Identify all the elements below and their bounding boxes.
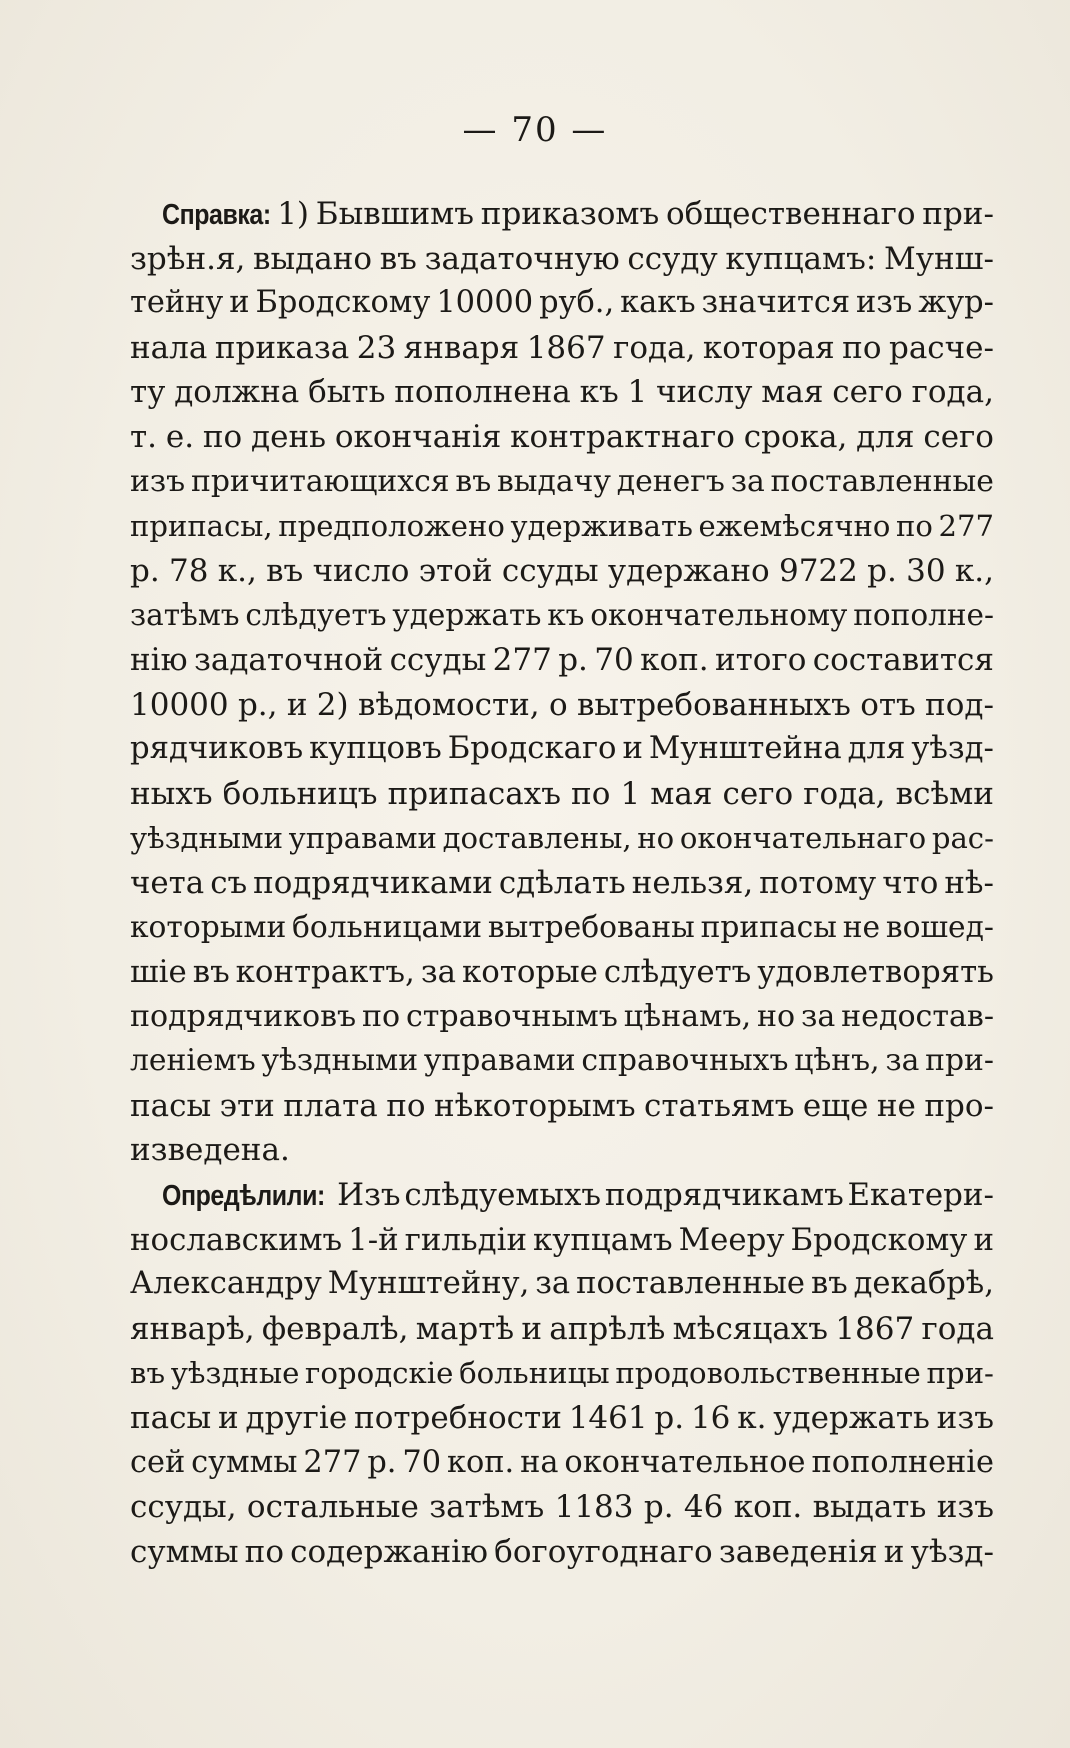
text-line: [130, 1128, 994, 1173]
word: приказа: [214, 329, 350, 366]
text-line: [130, 683, 994, 728]
word: сего: [923, 418, 994, 455]
word: суммы: [191, 1444, 298, 1480]
word: по: [896, 509, 933, 544]
word: денегъ: [616, 463, 725, 499]
word: и: [883, 1533, 905, 1570]
word: подрядчиками: [253, 864, 493, 901]
word: тейну: [130, 285, 224, 321]
word: по: [244, 1533, 284, 1570]
word: припасы,: [130, 509, 273, 544]
text-line: [130, 326, 994, 371]
text-line: [130, 1530, 994, 1575]
word: которыми: [130, 909, 287, 945]
word: предположено: [278, 509, 505, 544]
word: не: [842, 909, 881, 945]
word: 1461: [568, 1400, 648, 1437]
word: шіе: [130, 954, 187, 991]
word: за: [800, 998, 836, 1034]
text-line: [130, 192, 994, 237]
word: года,: [911, 374, 994, 411]
word: приказомъ: [480, 196, 660, 232]
word: подрядчикамъ: [604, 1177, 844, 1214]
word: пополне-: [853, 598, 994, 633]
word: мѣсяцахъ: [672, 1310, 828, 1347]
word: р.: [130, 552, 160, 589]
word: декабрѣ,: [853, 1266, 994, 1302]
word: поставленные: [770, 463, 994, 499]
word: года,: [803, 775, 886, 812]
word: чета: [130, 864, 205, 901]
word: остальные: [246, 1489, 419, 1526]
text-line: [130, 237, 994, 282]
word: ссуды: [389, 641, 487, 678]
word: сего: [722, 775, 794, 812]
text-line: [130, 415, 994, 460]
word: больницъ: [222, 775, 378, 812]
word: окончательнаго: [679, 821, 927, 856]
word: 1867: [526, 329, 606, 366]
word: 78: [168, 552, 209, 589]
text-line: [130, 1441, 994, 1486]
word: затѣмъ: [429, 1489, 545, 1526]
word: леніемъ: [130, 1043, 256, 1079]
word: мая: [650, 775, 713, 812]
word: удовлетворять: [757, 954, 994, 991]
word: Мунш-: [883, 240, 994, 277]
word: другіе: [245, 1400, 348, 1437]
word: р.: [558, 641, 588, 678]
word: припасахъ: [387, 775, 561, 812]
word: содержанію: [290, 1533, 489, 1570]
word: задаточную: [424, 240, 620, 277]
word: 70: [402, 1444, 442, 1480]
word: рас-: [931, 821, 994, 856]
word: при-: [922, 196, 994, 232]
page-number: — 70 —: [462, 110, 608, 150]
word: и: [286, 686, 308, 723]
word: къ: [579, 374, 619, 411]
word: числу: [656, 374, 753, 411]
word: въ: [130, 1356, 166, 1391]
text-line: [130, 772, 994, 817]
text-line: [130, 549, 994, 594]
word: жур-: [918, 285, 994, 321]
word: января: [403, 329, 520, 366]
word: должна: [174, 374, 300, 411]
word: 46: [683, 1489, 724, 1526]
word: ссуду: [627, 240, 718, 277]
word: и: [521, 1310, 542, 1347]
word: 9722: [778, 552, 858, 589]
word: потребности: [354, 1400, 562, 1437]
text-line: [130, 460, 994, 505]
word: ссуды: [501, 552, 599, 589]
text-line: [130, 861, 994, 906]
word: значится: [701, 285, 851, 321]
word: больницами: [292, 909, 483, 945]
word: вытребованы: [487, 909, 695, 945]
word: изъ: [856, 285, 913, 321]
word: е.: [165, 418, 195, 455]
word: задаточной: [193, 641, 384, 678]
word: к.,: [954, 552, 994, 589]
word: коп.: [640, 641, 709, 678]
word: недостав-: [841, 998, 994, 1034]
word: Бродскому: [255, 285, 431, 321]
word: мая: [761, 374, 824, 411]
word: больницы: [459, 1356, 610, 1391]
word: этой: [418, 552, 493, 589]
word: года: [921, 1310, 994, 1347]
word: поставленные: [576, 1266, 806, 1302]
word: изъ: [936, 1489, 994, 1526]
word: 70: [594, 641, 634, 678]
word: р.,: [237, 686, 278, 723]
word: по: [202, 418, 243, 455]
word: купцамъ: [533, 1221, 673, 1258]
word: стравочнымъ: [405, 998, 618, 1034]
word: изъ: [130, 463, 186, 499]
word: р.: [867, 552, 897, 589]
word: эти: [219, 1087, 275, 1124]
word: по: [361, 998, 401, 1034]
word: къ: [547, 598, 585, 633]
word: удерживать: [510, 509, 693, 544]
word: удержать: [773, 1400, 930, 1437]
word: за: [885, 1043, 920, 1079]
word: по: [386, 1087, 426, 1124]
word: потому: [759, 864, 877, 901]
text-line: [130, 1084, 994, 1129]
word: 1-й: [348, 1221, 399, 1258]
word: Мунштейна: [648, 731, 842, 767]
paragraph-lead: Справка:: [162, 199, 271, 231]
word: ныхъ: [130, 775, 213, 812]
word: въ: [810, 1266, 848, 1302]
word: за: [420, 954, 456, 991]
word: зрѣн.я,: [130, 240, 246, 277]
word: цѣнамъ,: [623, 998, 752, 1034]
word: окончанія: [334, 418, 502, 455]
word: 16: [690, 1400, 731, 1437]
word: выдано: [253, 240, 373, 277]
word: пасы: [130, 1087, 212, 1124]
word: нала: [130, 329, 208, 366]
word: коп.: [446, 1444, 515, 1480]
word: для: [856, 418, 915, 455]
text-line: [130, 1485, 994, 1530]
word: плата: [283, 1087, 378, 1124]
word: Бродскому: [790, 1221, 968, 1258]
text-line: [130, 816, 994, 861]
word: пополненіе: [811, 1444, 994, 1480]
word: сдѣлать: [498, 864, 626, 901]
word: т.: [130, 418, 158, 455]
word: общественнаго: [666, 196, 916, 232]
text-line: [130, 1307, 994, 1352]
word: по: [571, 775, 611, 812]
word: о: [548, 686, 568, 723]
word: Бродскаго: [447, 731, 617, 767]
word: 1: [620, 775, 641, 812]
word: уѣзд-: [911, 731, 994, 767]
word: и: [218, 1400, 239, 1437]
text-line: [130, 995, 994, 1040]
word: коп.: [733, 1489, 803, 1526]
word: удержать: [392, 598, 542, 633]
word: ежемѣсячно: [698, 509, 891, 544]
word: нѣкоторымъ: [433, 1087, 636, 1124]
word: еще: [802, 1087, 869, 1124]
word: вѣдомости,: [357, 686, 540, 723]
word: продовольственные: [615, 1356, 921, 1391]
word: удержано: [607, 552, 770, 589]
word: уѣзд-: [910, 1533, 994, 1570]
word: число: [312, 552, 410, 589]
word: быть: [308, 374, 386, 411]
word: 23: [356, 329, 397, 366]
word: 10000: [130, 686, 229, 723]
word: слѣдуетъ: [245, 598, 387, 633]
text-line: [130, 281, 994, 326]
word: 1: [627, 374, 648, 411]
word: р.: [367, 1444, 397, 1480]
text-line: [130, 370, 994, 415]
word: богоугоднаго: [494, 1533, 713, 1570]
word: затѣмъ: [130, 598, 240, 633]
word: и: [229, 285, 250, 321]
text-line: [130, 906, 994, 951]
word: цѣнъ,: [794, 1043, 880, 1079]
word: 277: [938, 509, 994, 544]
text-line: [130, 1351, 994, 1396]
word: выдать: [812, 1489, 927, 1526]
word: отъ: [860, 686, 916, 723]
word: уѣздными: [130, 821, 284, 856]
word: окончательное: [564, 1444, 806, 1480]
word: изведена.: [130, 1132, 290, 1169]
word: за: [535, 1266, 571, 1302]
word: но: [637, 821, 675, 856]
word: городскіе: [305, 1356, 454, 1391]
word: купцовъ: [309, 731, 442, 767]
word: 277: [492, 641, 552, 678]
word: управами: [423, 1043, 576, 1079]
word: уѣздные: [170, 1356, 300, 1391]
text-line: [130, 593, 994, 638]
word: всѣми: [895, 775, 994, 812]
word: справочныхъ: [581, 1043, 789, 1079]
word: 30: [906, 552, 946, 589]
word: выдачу: [496, 463, 611, 499]
word: но: [757, 998, 796, 1034]
word: съ: [210, 864, 248, 901]
word: статьямъ: [644, 1087, 795, 1124]
word: въ: [192, 954, 230, 991]
word: 10000: [436, 285, 534, 321]
word: февралѣ,: [261, 1310, 409, 1347]
word: суммы: [130, 1533, 239, 1570]
word: 1183: [554, 1489, 634, 1526]
text-line: [130, 1039, 994, 1084]
word: составится: [812, 641, 994, 678]
word: к.: [737, 1400, 767, 1437]
body-text: [130, 192, 994, 1574]
word: управами: [288, 821, 437, 856]
word: припасы: [700, 909, 837, 945]
word: срока,: [743, 418, 848, 455]
text-line: [130, 504, 994, 549]
word: мартѣ: [415, 1310, 515, 1347]
word: окончательному: [590, 598, 848, 633]
word: пасы: [130, 1400, 212, 1437]
text-line: [130, 1262, 994, 1307]
paragraph-lead: Опредѣлили:: [162, 1180, 325, 1213]
word: 2): [316, 686, 349, 723]
word: купцамъ:: [725, 240, 877, 277]
word: 277: [303, 1444, 362, 1480]
word: года,: [613, 329, 696, 366]
word: итого: [714, 641, 807, 678]
word: апрѣлѣ: [549, 1310, 666, 1347]
word: при-: [925, 1043, 994, 1079]
word: которая: [702, 329, 835, 366]
word: при-: [926, 1356, 994, 1391]
word: под-: [925, 686, 994, 723]
word: доставлены,: [442, 821, 632, 856]
word: и: [973, 1221, 994, 1258]
word: слѣдуетъ: [603, 954, 752, 991]
word: Мунштейну,: [327, 1266, 530, 1302]
word: какъ: [620, 285, 696, 321]
word: гильдіи: [404, 1221, 528, 1258]
word: день: [251, 418, 327, 455]
word: рядчиковъ: [130, 731, 304, 767]
word: про-: [924, 1087, 994, 1124]
word: р.: [643, 1489, 674, 1526]
word: нѣ-: [944, 864, 994, 901]
text-line: [130, 1396, 994, 1441]
word: 1867: [835, 1310, 915, 1347]
word: январѣ,: [130, 1310, 255, 1347]
word: причитающихся: [190, 463, 450, 499]
word: ссуды,: [130, 1489, 237, 1526]
word: на: [520, 1444, 559, 1480]
word: Александру: [130, 1266, 322, 1302]
word: контрактнаго: [510, 418, 735, 455]
word: руб.,: [539, 285, 615, 321]
word: и: [622, 731, 643, 767]
word: уѣздными: [261, 1043, 419, 1079]
text-line: [130, 1173, 994, 1218]
word: вошед-: [885, 909, 994, 945]
word: вытребованныхъ: [576, 686, 851, 723]
text-line: [130, 1218, 994, 1263]
word: что: [882, 864, 939, 901]
word: пополнена: [394, 374, 571, 411]
text-line: [130, 727, 994, 772]
word: которые: [461, 954, 598, 991]
text-line: [130, 638, 994, 683]
word: 1): [277, 196, 310, 232]
word: въ: [379, 240, 417, 277]
word: изъ: [936, 1400, 994, 1437]
word: слѣдуемыхъ: [404, 1177, 602, 1214]
word: Мееру: [678, 1221, 785, 1258]
word: не: [876, 1087, 916, 1124]
word: нію: [130, 641, 188, 678]
word: въ: [266, 552, 304, 589]
word: нельзя,: [631, 864, 754, 901]
word: для: [847, 731, 906, 767]
word: расче-: [888, 329, 994, 366]
word: сего: [832, 374, 903, 411]
word: Екатери-: [847, 1177, 994, 1214]
word: въ: [455, 463, 492, 499]
word: сей: [130, 1444, 186, 1480]
text-line: [130, 950, 994, 995]
word: по: [842, 329, 882, 366]
word: ту: [130, 374, 166, 411]
word: Бывшимъ: [315, 196, 475, 232]
word: нославскимъ: [130, 1221, 343, 1258]
word: к.,: [217, 552, 257, 589]
word: Изъ: [337, 1177, 401, 1214]
word: контрактъ,: [235, 954, 415, 991]
word: заведенія: [718, 1533, 878, 1570]
word: подрядчиковъ: [130, 998, 357, 1034]
word: за: [730, 463, 765, 499]
word: р.: [654, 1400, 685, 1437]
